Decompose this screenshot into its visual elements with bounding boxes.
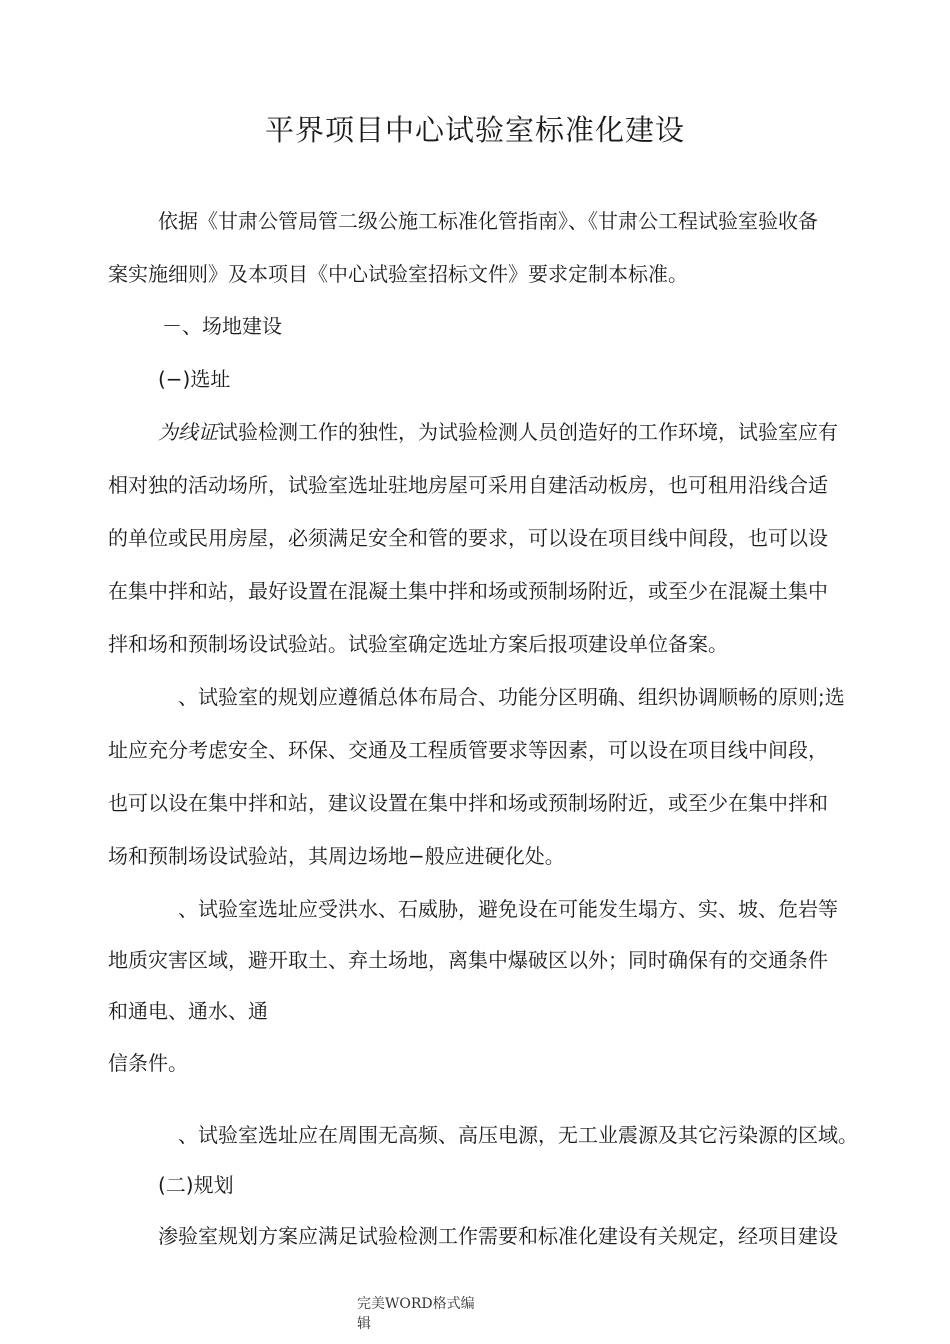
- subsection-heading-planning: (二)规划: [158, 1173, 234, 1197]
- subsection-heading-site-selection: (−)选址: [158, 367, 231, 391]
- para2-line-1: 、试验室的规划应遵循总体布局合、功能分区明确、组织协调顺畅的原则;选: [178, 685, 845, 709]
- para3-line-2: 地质灾害区域，避开取土、弃土场地，离集中爆破区以外；同时确保有的交通条件: [108, 948, 828, 972]
- footer-line-2: 辑: [357, 1316, 371, 1332]
- para3-line-3: 和通电、通水、通: [108, 999, 268, 1023]
- intro-line-1: 依据《甘肃公管局管二级公施工标准化管指南》、《甘肃公工程试验室验收备: [158, 209, 818, 233]
- para1-line-1: [158, 418, 838, 446]
- para2-line-3: 也可以设在集中拌和站，建议设置在集中拌和场或预制场附近，或至少在集中拌和: [108, 791, 828, 815]
- document-title: 平界项目中心试验室标准化建设: [264, 113, 685, 147]
- para1-line-3: 的单位或民用房屋，必须满足安全和管的要求，可以设在项目线中间段，也可以设: [108, 526, 828, 550]
- para1-line-1-rest: 试验检测工作的独性，为试验检测人员创造好的工作环境，试验室应有: [218, 420, 838, 444]
- para1-line-2: 相对独的活动场所，试验室选址驻地房屋可采用自建活动板房，也可租用沿线合适: [108, 473, 828, 497]
- para3-line-1: 、试验室选址应受洪水、石威胁，避免设在可能发生塌方、实、坡、危岩等: [178, 897, 838, 921]
- intro-line-2: 案实施细则》及本项目《中心试验室招标文件》要求定制本标准。: [108, 262, 688, 286]
- para2-line-4: 场和预制场设试验站，其周边场地−般应进硬化处。: [108, 844, 565, 868]
- page-footer: [357, 1294, 475, 1334]
- section-heading-site-construction: －、场地建设: [162, 314, 282, 338]
- footer-line-1: 完美WORD格式编: [357, 1296, 475, 1312]
- para2-line-2: 址应充分考虑安全、环保、交通及工程质管要求等因素，可以设在项目线中间段，: [108, 738, 828, 762]
- para1-line-4: 在集中拌和站，最好设置在混凝土集中拌和场或预制场附近，或至少在混凝土集中: [108, 579, 828, 603]
- para1-line-5: 拌和场和预制场设试验站。试验室确定选址方案后报项建设单位备案。: [108, 632, 728, 656]
- para5-line-1: 渗验室规划方案应满足试验检测工作需要和标准化建设有关规定，经项目建设: [158, 1224, 838, 1248]
- para4-line-1: 、试验室选址应在周围无高频、高压电源，无工业震源及其它污染源的区域。: [178, 1123, 858, 1147]
- para3-line-4: 信条件。: [108, 1051, 188, 1075]
- para1-italic-lead: 为线证: [158, 420, 218, 444]
